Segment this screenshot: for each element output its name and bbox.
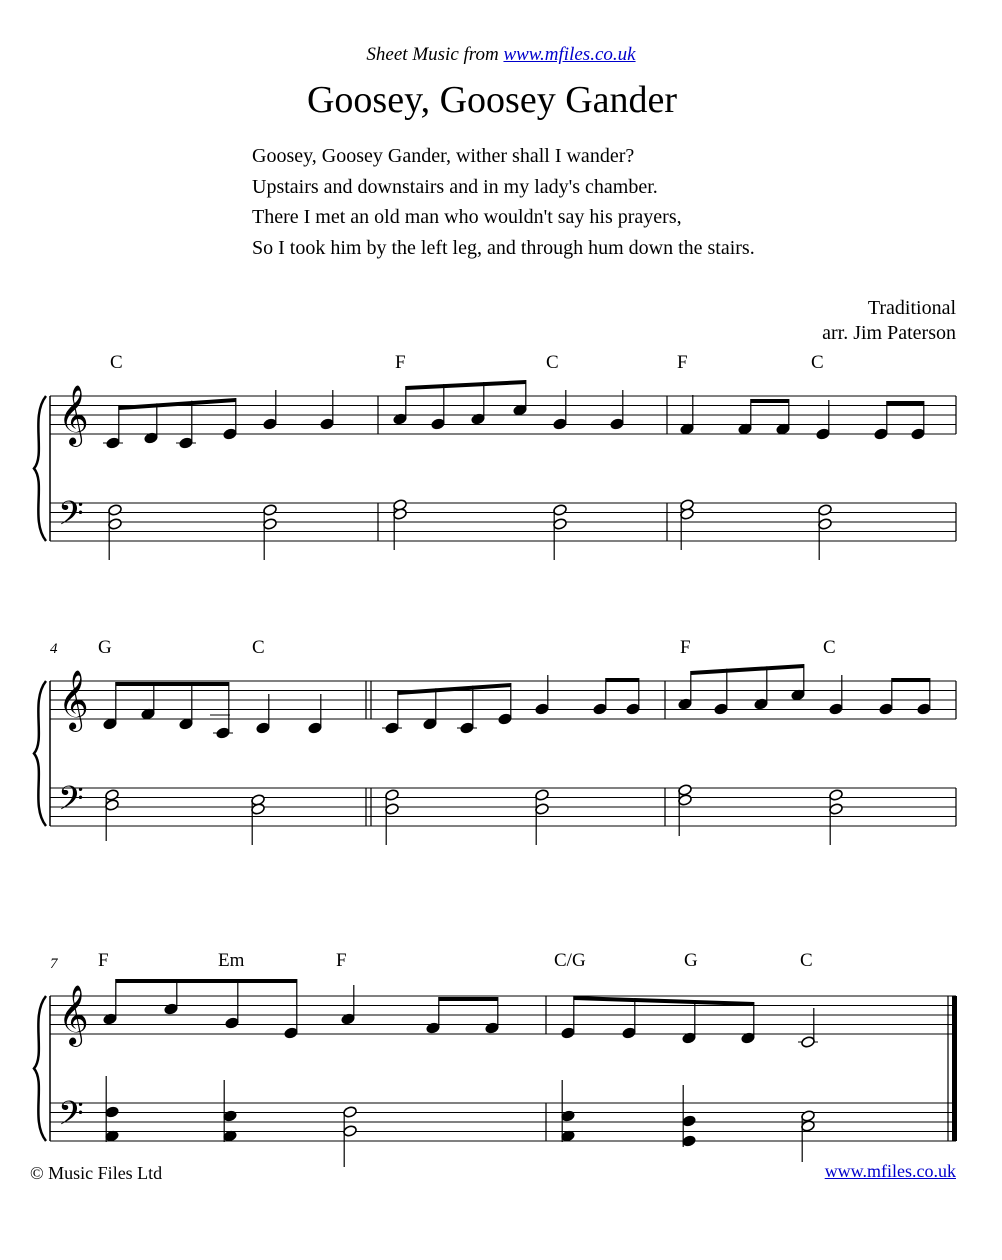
beam xyxy=(691,664,804,675)
chord-symbol: G xyxy=(98,637,112,658)
note-head xyxy=(553,504,568,517)
note-head xyxy=(423,718,438,731)
treble-clef-icon: 𝄞 xyxy=(58,670,89,730)
note-head xyxy=(678,794,693,807)
chord-symbol: G xyxy=(684,950,698,971)
note-head xyxy=(343,1125,358,1138)
beam xyxy=(751,399,789,403)
note-head xyxy=(917,703,932,716)
note-head xyxy=(714,703,729,716)
note-head xyxy=(680,508,695,521)
note-head xyxy=(460,722,475,735)
note-head xyxy=(801,1036,816,1049)
note-head xyxy=(106,437,121,450)
note-head xyxy=(535,789,550,802)
note-head xyxy=(263,518,278,531)
chord-symbol: C xyxy=(110,352,123,373)
note-head xyxy=(263,418,278,431)
chord-symbol: F xyxy=(677,352,688,373)
note-head xyxy=(179,437,194,450)
final-barline xyxy=(952,996,957,1141)
note-head xyxy=(426,1022,441,1035)
note-head xyxy=(535,703,550,716)
bass-clef-icon: 𝄢 xyxy=(58,495,84,541)
note-head xyxy=(682,1135,697,1148)
verse-line: Upstairs and downstairs and in my lady's chamber. xyxy=(252,175,658,198)
arranger-credit: arr. Jim Paterson xyxy=(822,322,956,344)
note-head xyxy=(553,518,568,531)
notation xyxy=(34,380,957,1167)
chord-symbol: Em xyxy=(218,950,245,971)
note-head xyxy=(593,703,608,716)
beam xyxy=(116,682,229,686)
chord-symbols xyxy=(50,352,836,972)
verse-line: So I took him by the left leg, and through hum down the stairs. xyxy=(252,236,755,259)
note-head xyxy=(874,428,889,441)
beam xyxy=(892,678,930,682)
measure-number: 7 xyxy=(50,956,58,972)
note-head xyxy=(263,504,278,517)
song-title: Goosey, Goosey Gander xyxy=(306,79,678,121)
treble-clef-icon: 𝄞 xyxy=(58,385,89,445)
note-head xyxy=(678,784,693,797)
note-head xyxy=(561,1027,576,1040)
note-head xyxy=(223,428,238,441)
note-head xyxy=(179,718,194,731)
note-head xyxy=(431,418,446,431)
note-head xyxy=(105,799,120,812)
measure-number: 4 xyxy=(50,641,58,657)
note-head xyxy=(829,703,844,716)
beam xyxy=(887,401,924,405)
footer-link[interactable]: www.mfiles.co.uk xyxy=(824,1161,956,1181)
note-head xyxy=(626,703,641,716)
note-head xyxy=(610,418,625,431)
beam xyxy=(439,997,498,1001)
note-head xyxy=(498,713,513,726)
note-head xyxy=(829,803,844,816)
note-head xyxy=(911,428,926,441)
note-head xyxy=(829,789,844,802)
note-head xyxy=(816,428,831,441)
composer-credit: Traditional xyxy=(867,297,956,319)
chord-symbol: F xyxy=(680,637,691,658)
chord-symbol: C/G xyxy=(554,950,586,971)
note-head xyxy=(385,789,400,802)
note-head xyxy=(284,1027,299,1040)
brace xyxy=(34,396,46,541)
note-head xyxy=(256,722,271,735)
beam xyxy=(606,678,639,682)
chord-symbol: F xyxy=(98,950,109,971)
note-head xyxy=(108,504,123,517)
chord-symbol: C xyxy=(800,950,813,971)
chord-symbol: C xyxy=(546,352,559,373)
chord-symbol: C xyxy=(252,637,265,658)
note-head xyxy=(251,803,266,816)
beam xyxy=(119,398,236,410)
brace xyxy=(34,681,46,826)
note-head xyxy=(105,789,120,802)
beam xyxy=(406,380,526,390)
source-link[interactable]: www.mfiles.co.uk xyxy=(503,44,636,65)
source-prefix: Sheet Music from xyxy=(366,44,504,65)
note-head xyxy=(818,518,833,531)
note-head xyxy=(561,1110,576,1123)
note-head xyxy=(225,1017,240,1030)
chord-symbol: C xyxy=(823,637,836,658)
chord-symbol: C xyxy=(811,352,824,373)
note-head xyxy=(308,722,323,735)
note-head xyxy=(879,703,894,716)
chord-symbol: F xyxy=(336,950,347,971)
note-head xyxy=(393,508,408,521)
note-head xyxy=(223,1110,238,1123)
note-head xyxy=(385,722,400,735)
note-head xyxy=(553,418,568,431)
note-head xyxy=(105,1106,120,1119)
beam xyxy=(574,996,754,1006)
bass-clef-icon: 𝄢 xyxy=(58,780,84,826)
note-head xyxy=(801,1110,816,1123)
note-head xyxy=(385,803,400,816)
note-head xyxy=(164,1003,179,1016)
note-head xyxy=(320,418,335,431)
note-head xyxy=(343,1106,358,1119)
note-head xyxy=(108,518,123,531)
verse-line: There I met an old man who wouldn't say his prayers, xyxy=(252,206,682,228)
note-head xyxy=(818,504,833,517)
note-head xyxy=(485,1022,500,1035)
bass-clef-icon: 𝄢 xyxy=(58,1095,84,1141)
brace xyxy=(34,996,46,1141)
note-head xyxy=(682,1115,697,1128)
treble-clef-icon: 𝄞 xyxy=(58,985,89,1045)
note-head xyxy=(103,718,118,731)
chord-symbol: F xyxy=(395,352,406,373)
note-head xyxy=(535,803,550,816)
beam xyxy=(398,683,511,695)
note-head xyxy=(622,1027,637,1040)
copyright: © Music Files Ltd xyxy=(30,1163,163,1183)
beam xyxy=(116,979,297,983)
verse-line: Goosey, Goosey Gander, wither shall I wander? xyxy=(252,145,635,167)
